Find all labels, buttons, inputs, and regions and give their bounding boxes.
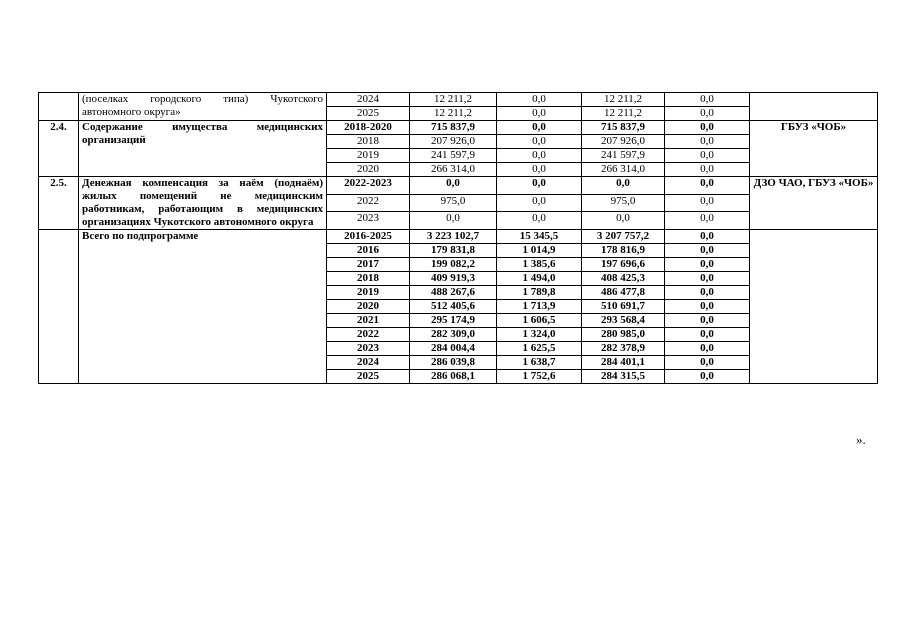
table-row [39,93,878,107]
district-cell: 197 696,6 [582,258,665,272]
total-responsible-cell [750,230,878,384]
year-cell: 2024 [327,93,410,107]
federal-cell: 1 625,5 [497,342,582,356]
other-cell: 0,0 [665,356,750,370]
other-cell: 0,0 [665,272,750,286]
total-number-cell [39,230,79,384]
federal-cell: 0,0 [497,194,582,212]
responsible-executor: ДЗО ЧАО, ГБУЗ «ЧОБ» [750,177,878,230]
total-cell: 282 309,0 [410,328,497,342]
other-cell: 0,0 [665,342,750,356]
total-cell: 295 174,9 [410,314,497,328]
year-cell: 2018-2020 [327,121,410,135]
item-number: 2.5. [39,177,79,230]
district-cell: 3 207 757,2 [582,230,665,244]
federal-cell: 1 324,0 [497,328,582,342]
other-cell: 0,0 [665,194,750,212]
total-cell: 975,0 [410,194,497,212]
federal-cell: 0,0 [497,149,582,163]
year-cell: 2019 [327,149,410,163]
year-cell: 2025 [327,370,410,384]
total-row [39,230,878,244]
federal-cell: 1 638,7 [497,356,582,370]
district-cell: 510 691,7 [582,300,665,314]
district-cell: 408 425,3 [582,272,665,286]
item-number: 2.4. [39,121,79,177]
year-cell: 2025 [327,107,410,121]
district-cell: 241 597,9 [582,149,665,163]
district-cell: 284 401,1 [582,356,665,370]
budget-table [38,92,878,384]
year-cell: 2022 [327,328,410,342]
total-cell: 12 211,2 [410,93,497,107]
total-cell: 488 267,6 [410,286,497,300]
district-cell: 975,0 [582,194,665,212]
federal-cell: 1 752,6 [497,370,582,384]
year-cell: 2017 [327,258,410,272]
year-cell: 2021 [327,314,410,328]
total-cell: 179 831,8 [410,244,497,258]
other-cell: 0,0 [665,93,750,107]
total-cell: 715 837,9 [410,121,497,135]
year-cell: 2020 [327,300,410,314]
federal-cell: 0,0 [497,135,582,149]
district-cell: 12 211,2 [582,107,665,121]
year-cell: 2023 [327,342,410,356]
closing-quote: ». [856,432,866,447]
federal-cell: 0,0 [497,177,582,195]
total-cell: 284 004,4 [410,342,497,356]
district-cell: 207 926,0 [582,135,665,149]
total-cell: 12 211,2 [410,107,497,121]
district-cell: 0,0 [582,212,665,230]
other-cell: 0,0 [665,244,750,258]
district-cell: 266 314,0 [582,163,665,177]
year-cell: 2018 [327,272,410,286]
federal-cell: 0,0 [497,212,582,230]
district-cell: 293 568,4 [582,314,665,328]
table-row [39,177,878,195]
item-number [39,93,79,121]
other-cell: 0,0 [665,163,750,177]
total-cell: 0,0 [410,177,497,195]
federal-cell: 1 014,9 [497,244,582,258]
federal-cell: 0,0 [497,163,582,177]
total-cell: 286 068,1 [410,370,497,384]
item-description: (поселках городского типа) Чукотского автономного округа» [79,93,327,121]
other-cell: 0,0 [665,370,750,384]
federal-cell: 1 494,0 [497,272,582,286]
district-cell: 715 837,9 [582,121,665,135]
other-cell: 0,0 [665,328,750,342]
federal-cell: 1 713,9 [497,300,582,314]
responsible-executor: ГБУЗ «ЧОБ» [750,121,878,177]
year-cell: 2019 [327,286,410,300]
federal-cell: 15 345,5 [497,230,582,244]
federal-cell: 1 385,6 [497,258,582,272]
item-description: Денежная компенсация за наём (поднаём) жилых помещений не медицинским работникам, работающим в медицинских организациях Чукотского автономного округа [79,177,327,230]
other-cell: 0,0 [665,286,750,300]
year-cell: 2023 [327,212,410,230]
other-cell: 0,0 [665,149,750,163]
total-cell: 512 405,6 [410,300,497,314]
total-cell: 199 082,2 [410,258,497,272]
item-description: Содержание имущества медицинских организаций [79,121,327,177]
total-cell: 286 039,8 [410,356,497,370]
total-cell: 3 223 102,7 [410,230,497,244]
year-cell: 2022-2023 [327,177,410,195]
district-cell: 12 211,2 [582,93,665,107]
year-cell: 2024 [327,356,410,370]
total-cell: 0,0 [410,212,497,230]
federal-cell: 0,0 [497,107,582,121]
other-cell: 0,0 [665,314,750,328]
district-cell: 486 477,8 [582,286,665,300]
year-cell: 2016-2025 [327,230,410,244]
total-cell: 266 314,0 [410,163,497,177]
year-cell: 2018 [327,135,410,149]
federal-cell: 0,0 [497,93,582,107]
district-cell: 178 816,9 [582,244,665,258]
other-cell: 0,0 [665,135,750,149]
year-cell: 2020 [327,163,410,177]
federal-cell: 1 789,8 [497,286,582,300]
other-cell: 0,0 [665,107,750,121]
year-cell: 2022 [327,194,410,212]
other-cell: 0,0 [665,230,750,244]
subprogram-total-label: Всего по подпрограмме [79,230,327,384]
federal-cell: 1 606,5 [497,314,582,328]
other-cell: 0,0 [665,300,750,314]
table-row [39,121,878,135]
district-cell: 284 315,5 [582,370,665,384]
other-cell: 0,0 [665,121,750,135]
other-cell: 0,0 [665,177,750,195]
other-cell: 0,0 [665,212,750,230]
district-cell: 280 985,0 [582,328,665,342]
total-cell: 241 597,9 [410,149,497,163]
responsible-executor [750,93,878,121]
federal-cell: 0,0 [497,121,582,135]
year-cell: 2016 [327,244,410,258]
district-cell: 0,0 [582,177,665,195]
district-cell: 282 378,9 [582,342,665,356]
total-cell: 207 926,0 [410,135,497,149]
total-cell: 409 919,3 [410,272,497,286]
other-cell: 0,0 [665,258,750,272]
budget-table-body [39,93,878,384]
